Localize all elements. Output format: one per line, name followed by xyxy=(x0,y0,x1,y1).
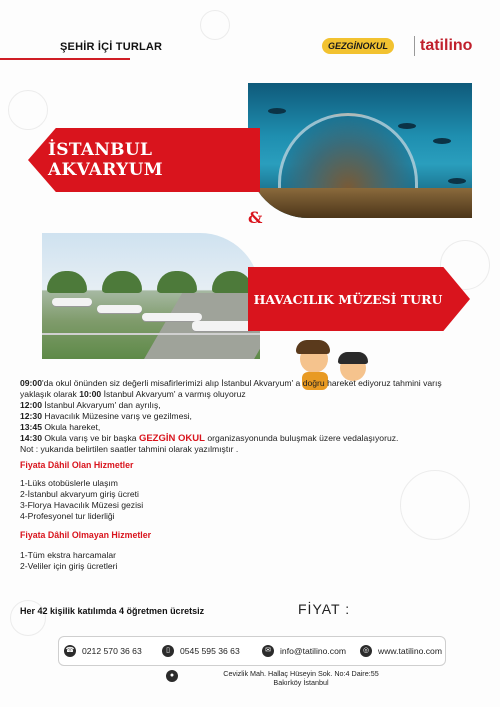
tatilino-logo: tatilino xyxy=(420,37,473,54)
list-item: 4-Profesyonel tur liderliği xyxy=(20,511,115,521)
excluded-services-list xyxy=(20,550,117,572)
itinerary-line xyxy=(20,422,480,433)
mobile-contact[interactable] xyxy=(162,645,240,657)
list-item: 2-Veliler için giriş ücretleri xyxy=(20,561,118,571)
tree-shape xyxy=(102,271,142,293)
gezginokul-logo: GEZGİNOKUL xyxy=(322,38,394,54)
itinerary-text: 'da okul önünden siz değerli misafirlerimizi alıp İstanbul Akvaryum' a doğru hareket ediyoruz tahmini varış xyxy=(41,378,442,388)
phone-contact[interactable] xyxy=(64,645,142,657)
fish-shape xyxy=(268,108,286,114)
address-line: Bakırköy İstanbul xyxy=(273,678,329,687)
mobile-phone-icon: ▯ xyxy=(162,645,174,657)
itinerary-time: 10:00 xyxy=(79,389,102,399)
jet-shape xyxy=(97,305,142,313)
list-item: 3-Florya Havacılık Müzesi gezisi xyxy=(20,500,144,510)
jet-shape xyxy=(192,321,254,331)
background-doodle xyxy=(8,90,48,130)
brand-logos xyxy=(322,34,472,58)
website-contact[interactable] xyxy=(360,645,442,657)
list-item: 1-Tüm ekstra harcamalar xyxy=(20,550,116,560)
phone-number: 0212 570 36 63 xyxy=(82,646,142,656)
aquarium-photo xyxy=(248,83,472,218)
itinerary-text: İstanbul Akvaryum' dan ayrılış, xyxy=(41,400,161,410)
itinerary-text: organizasyonunda buluşmak üzere vedalaşıyoruz. xyxy=(204,433,399,443)
price-label: FİYAT : xyxy=(298,601,351,617)
ampersand: & xyxy=(248,208,263,227)
excluded-services-title: Fiyata Dâhil Olmayan Hizmetler xyxy=(20,530,152,540)
itinerary-line xyxy=(20,433,480,444)
itinerary-text: Havacılık Müzesine varış ve gezilmesi, xyxy=(41,411,192,421)
email-contact[interactable] xyxy=(262,645,346,657)
itinerary-line xyxy=(20,411,480,422)
itinerary-time: 09:00 xyxy=(20,378,42,388)
list-item: 2-İstanbul akvaryum giriş ücreti xyxy=(20,489,139,499)
address-line: Cevizlik Mah. Hallaç Hüseyin Sok. No:4 Daire:55 xyxy=(223,669,379,678)
location-pin-icon: ● xyxy=(166,670,178,682)
itinerary-text: Okula varış ve bir başka xyxy=(41,433,139,443)
cartoon-kid-hair xyxy=(338,352,368,364)
website-url: www.tatilino.com xyxy=(378,646,442,656)
jet-shape xyxy=(142,313,202,321)
header-divider xyxy=(0,58,130,60)
fish-shape xyxy=(398,123,416,129)
email-address: info@tatilino.com xyxy=(280,646,347,656)
aquarium-floor xyxy=(248,188,472,218)
itinerary-text: yaklaşık olarak xyxy=(20,389,80,399)
itinerary-time: 13:45 xyxy=(20,422,42,432)
background-doodle xyxy=(400,470,470,540)
address xyxy=(196,669,406,687)
tree-shape xyxy=(212,271,252,293)
email-icon: ✉ xyxy=(262,645,274,657)
itinerary-time: 14:30 xyxy=(20,433,42,443)
jet-shape xyxy=(52,298,92,306)
itinerary-text: İstanbul Akvaryum' a varmış oluyoruz xyxy=(101,389,246,399)
phone-icon: ☎ xyxy=(64,645,76,657)
cartoon-kid-hair xyxy=(296,340,330,354)
mobile-number: 0545 595 36 63 xyxy=(180,646,240,656)
logo-separator xyxy=(414,36,415,56)
gezgin-okul-highlight: GEZGİN OKUL xyxy=(138,433,205,444)
itinerary-time: 12:00 xyxy=(20,400,42,410)
itinerary-note: Not : yukarıda belirtilen saatler tahmini olarak yazılmıştır . xyxy=(20,444,239,454)
list-item: 1-Lüks otobüslerle ulaşım xyxy=(20,478,118,488)
fish-shape xyxy=(433,138,451,144)
tree-shape xyxy=(157,271,197,293)
aviation-museum-photo xyxy=(42,233,260,359)
itinerary-line xyxy=(20,378,480,389)
background-doodle xyxy=(200,10,230,40)
itinerary-time: 12:30 xyxy=(20,411,42,421)
included-services-list xyxy=(20,478,143,522)
globe-icon: ◎ xyxy=(360,645,372,657)
itinerary xyxy=(20,378,480,455)
itinerary-line xyxy=(20,400,480,411)
tree-shape xyxy=(47,271,87,293)
museum-title: HAVACILIK MÜZESİ TURU xyxy=(253,291,443,307)
itinerary-text: Okula hareket, xyxy=(41,422,101,432)
included-services-title: Fiyata Dâhil Olan Hizmetler xyxy=(20,460,134,470)
teachers-free-note: Her 42 kişilik katılımda 4 öğretmen ücretsiz xyxy=(20,606,205,616)
fence xyxy=(42,333,260,335)
aquarium-title: İSTANBUL AKVARYUM xyxy=(48,140,163,180)
section-title: ŞEHİR İÇİ TURLAR xyxy=(60,41,163,53)
fish-shape xyxy=(448,178,466,184)
itinerary-line xyxy=(20,389,480,400)
